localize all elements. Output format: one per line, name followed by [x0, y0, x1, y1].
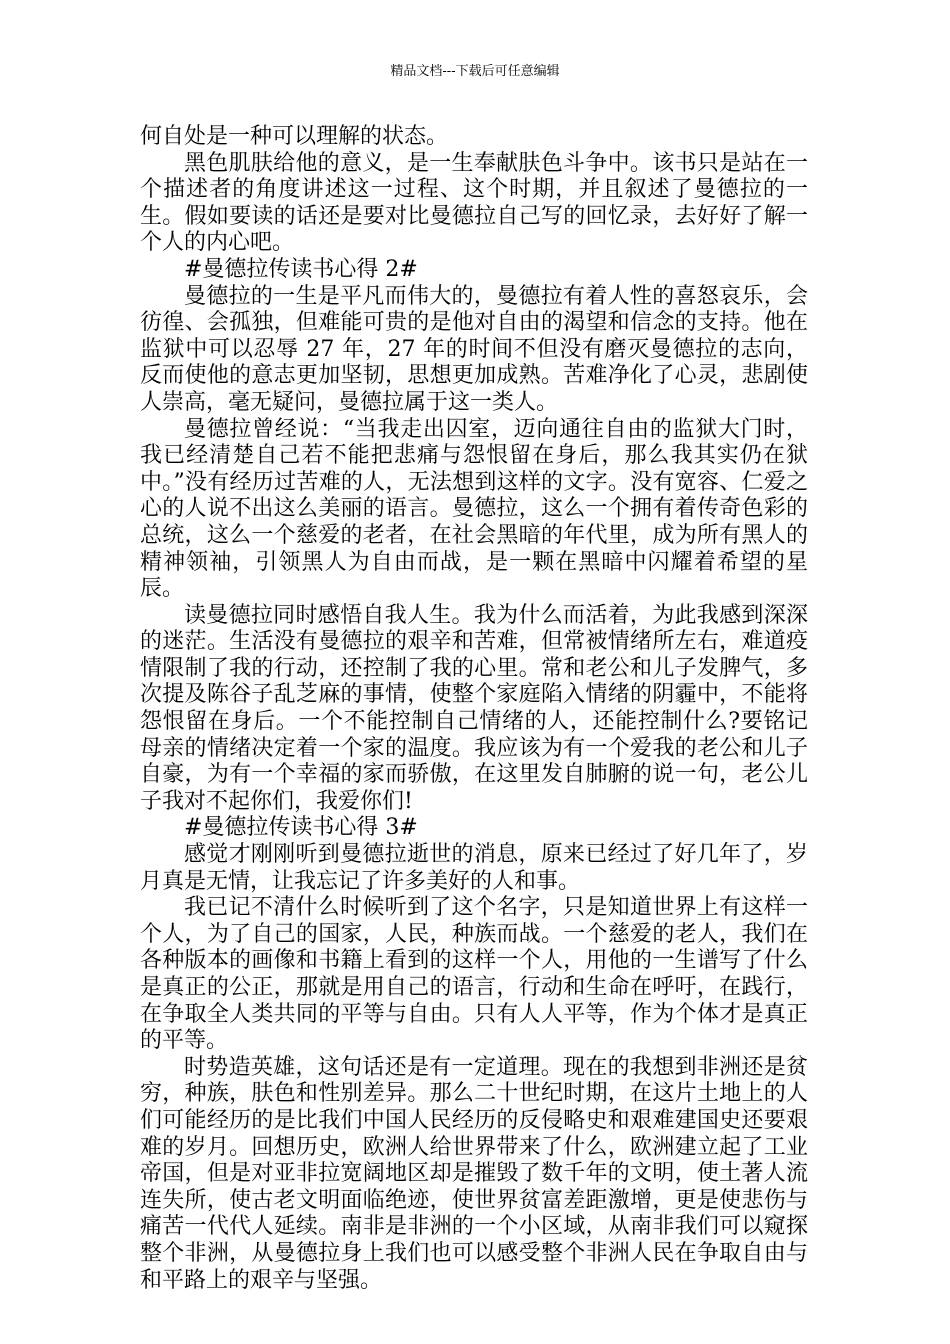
paragraph-3: 曼德拉的一生是平凡而伟大的，曼德拉有着人性的喜怒哀乐，会彷徨、会孤独，但难能可贵的是他对自由的渴望和信念的支持。他在监狱中可以忍辱 27 年，27 年的时间不但没有磨灭曼德拉的志向，反而使他的意志更加坚韧，思想更加成熟。苦难净化了心灵，悲剧使人崇高，毫无疑问，曼德拉属于这一类人。 — [140, 283, 808, 415]
section-heading-2: #曼德拉传读书心得 2# — [184, 256, 418, 282]
document-body — [140, 124, 808, 1294]
paragraph-4: 曼德拉曾经说：“当我走出囚室，迈向通往自由的监狱大门时，我已经清楚自己若不能把悲痛与怨恨留在身后，那么我其实仍在狱中。”没有经历过苦难的人，无法想到这样的文字。没有宽容、仁爱之心的人说不出这么美丽的语言。曼德拉，这么一个拥有着传奇色彩的总统，这么一个慈爱的老者，在社会黑暗的年代里，成为所有黑人的精神领袖，引领黑人为自由而战，是一颗在黑暗中闪耀着希望的星辰。 — [140, 416, 808, 602]
paragraph-5: 读曼德拉同时感悟自我人生。我为什么而活着，为此我感到深深的迷茫。生活没有曼德拉的艰辛和苦难，但常被情绪所左右，难道疫情限制了我的行动，还控制了我的心里。常和老公和儿子发脾气，多次提及陈谷子乱芝麻的事情，使整个家庭陷入情绪的阴霾中，不能将怨恨留在身后。一个不能控制自己情绪的人，还能控制什么?要铭记母亲的情绪决定着一个家的温度。我应该为有一个爱我的老公和儿子自豪，为有一个幸福的家而骄傲，在这里发自肺腑的说一句，老公儿子我对不起你们，我爱你们! — [140, 602, 808, 814]
paragraph-1: 何自处是一种可以理解的状态。 — [140, 124, 449, 149]
paragraph-7: 我已记不清什么时候听到了这个名字，只是知道世界上有这样一个人，为了自己的国家，人民，种族而战。一个慈爱的老人，我们在各种版本的画像和书籍上看到的这样一个人，用他的一生谱写了什么是真正的公正，那就是用自己的语言，行动和生命在呼吁，在践行，在争取全人类共同的平等与自由。只有人人平等，作为个体才是真正的平等。 — [140, 895, 808, 1054]
paragraph-6: 感觉才刚刚听到曼德拉逝世的消息，原来已经过了好几年了，岁月真是无情，让我忘记了许多美好的人和事。 — [140, 842, 808, 894]
paragraph-2: 黑色肌肤给他的意义，是一生奉献肤色斗争中。该书只是站在一个描述者的角度讲述这一过程、这个时期，并且叙述了曼德拉的一生。假如要读的话还是要对比曼德拉自己写的回忆录，去好好了解一个人的内心吧。 — [140, 150, 808, 256]
page-header: 精品文档---下载后可任意编辑 — [390, 64, 560, 79]
section-heading-3: #曼德拉传读书心得 3# — [184, 815, 418, 841]
paragraph-8: 时势造英雄，这句话还是有一定道理。现在的我想到非洲还是贫穷，种族，肤色和性别差异。那么二十世纪时期，在这片土地上的人们可能经历的是比我们中国人民经历的反侵略史和艰难建国史还要艰难的岁月。回想历史，欧洲人给世界带来了什么，欧洲建立起了工业帝国，但是对亚非拉宽阔地区却是摧毁了数千年的文明，使土著人流连失所，使古老文明面临绝迹，使世界贫富差距激增，更是使悲伤与痛苦一代代人延续。南非是非洲的一个小区域，从南非我们可以窥探整个非洲，从曼德拉身上我们也可以感受整个非洲人民在争取自由与和平路上的艰辛与坚强。 — [140, 1054, 808, 1293]
